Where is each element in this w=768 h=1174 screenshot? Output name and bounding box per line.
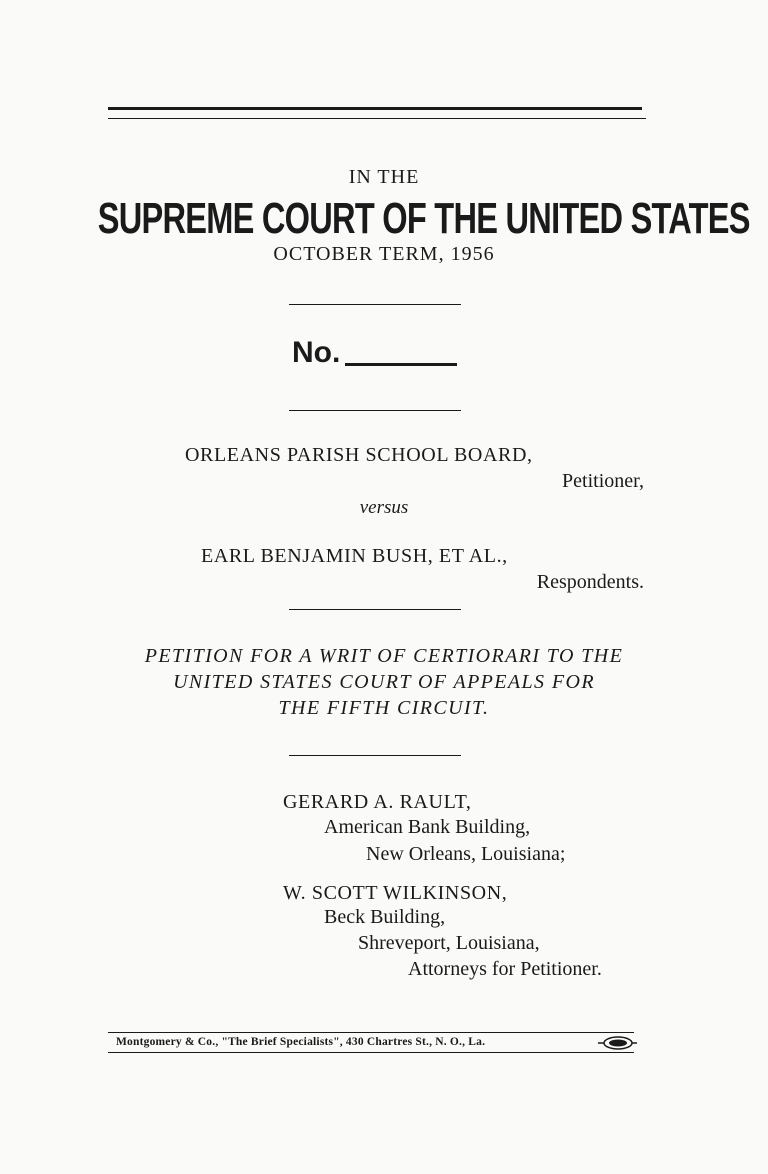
petition-line-1: PETITION FOR A WRIT OF CERTIORARI TO THE bbox=[144, 645, 624, 667]
term-line: OCTOBER TERM, 1956 bbox=[273, 243, 495, 265]
court-title: SUPREME COURT OF THE UNITED STATES bbox=[97, 194, 750, 243]
in-the-heading: IN THE bbox=[348, 166, 420, 188]
attorney-1-name: GERARD A. RAULT, bbox=[283, 791, 472, 813]
petitioner-role: Petitioner, bbox=[562, 470, 644, 492]
attorney-1-address-2: New Orleans, Louisiana; bbox=[366, 843, 566, 865]
attorney-1-address-1: American Bank Building, bbox=[324, 816, 531, 838]
printer-credit: Montgomery & Co., "The Brief Specialists", 430 Chartres St., N. O., La. bbox=[116, 1036, 486, 1048]
petition-line-2: UNITED STATES COURT OF APPEALS FOR bbox=[173, 671, 595, 693]
divider-rule-3 bbox=[289, 609, 461, 610]
divider-rule-1 bbox=[289, 304, 461, 305]
divider-rule-4 bbox=[289, 755, 461, 756]
divider-rule-2 bbox=[289, 410, 461, 411]
respondent-role: Respondents. bbox=[536, 571, 644, 593]
case-number-label: No. bbox=[292, 336, 341, 369]
attorneys-role: Attorneys for Petitioner. bbox=[408, 958, 602, 980]
printer-logo-icon bbox=[596, 1034, 638, 1052]
attorney-2-address-1: Beck Building, bbox=[324, 906, 446, 928]
versus-label: versus bbox=[359, 497, 409, 518]
footer-rule-top bbox=[108, 1032, 634, 1033]
footer-rule-bottom bbox=[108, 1052, 634, 1053]
top-rule-upper bbox=[108, 107, 642, 110]
attorney-2-address-2: Shreveport, Louisiana, bbox=[358, 932, 540, 954]
respondent-name: EARL BENJAMIN BUSH, ET AL., bbox=[201, 545, 508, 567]
top-rule-lower bbox=[108, 118, 646, 119]
petitioner-name: ORLEANS PARISH SCHOOL BOARD, bbox=[185, 444, 533, 466]
petition-line-3: THE FIFTH CIRCUIT. bbox=[278, 697, 490, 719]
case-number-blank bbox=[345, 363, 457, 366]
attorney-2-name: W. SCOTT WILKINSON, bbox=[283, 882, 508, 904]
